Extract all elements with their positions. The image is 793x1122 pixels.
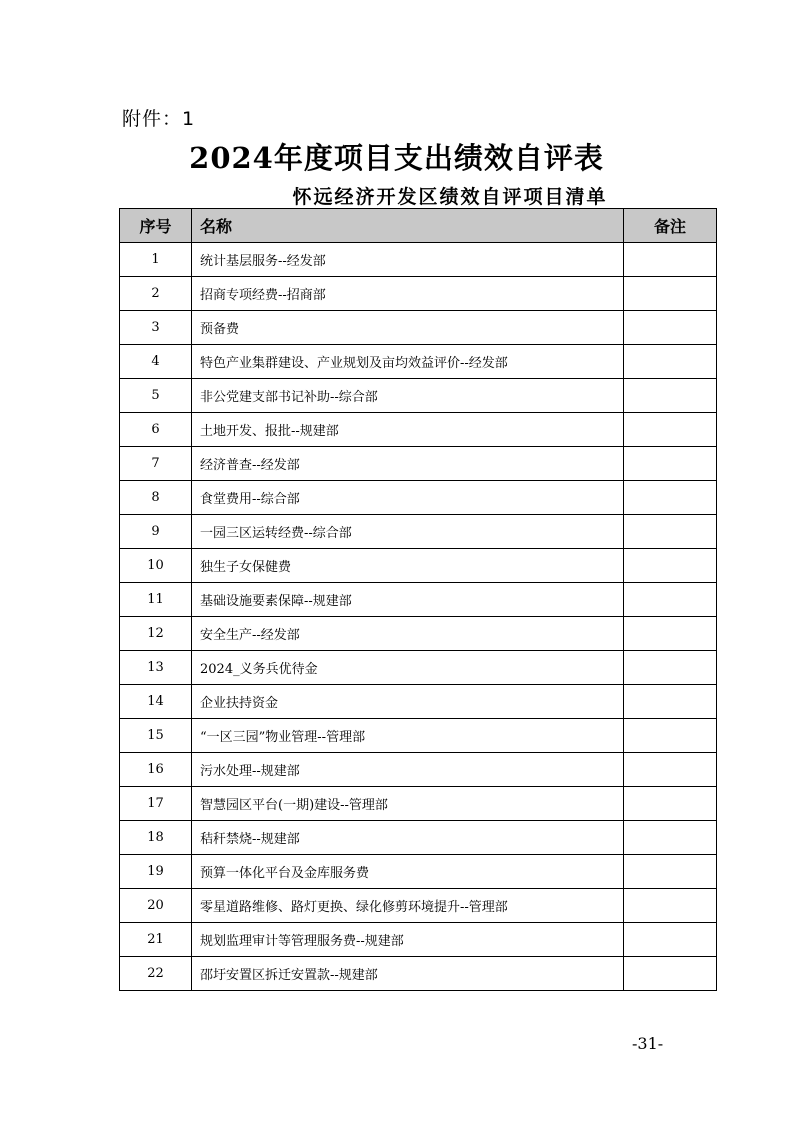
table-row [120,957,717,991]
row-index: 15 [120,719,192,753]
row-note [624,243,717,277]
row-note [624,413,717,447]
table-body [120,243,717,991]
row-name: 秸秆禁烧--规建部 [192,821,624,855]
table-row [120,923,717,957]
document-subtitle: 怀远经济开发区绩效自评项目清单 [292,186,608,208]
table-row [120,549,717,583]
table-row [120,413,717,447]
row-name: 智慧园区平台(一期)建设--管理部 [192,787,624,821]
row-name: 独生子女保健费 [192,549,624,583]
table-row [120,243,717,277]
table-row [120,277,717,311]
document-title: 2024年度项目支出绩效自评表 [189,141,604,175]
row-index: 11 [120,583,192,617]
table-row [120,379,717,413]
row-note [624,515,717,549]
row-note [624,481,717,515]
attachment-label: 附件：1 [122,108,196,130]
table-row [120,481,717,515]
row-note [624,583,717,617]
row-note [624,923,717,957]
row-index: 8 [120,481,192,515]
table-row [120,617,717,651]
row-index: 14 [120,685,192,719]
table-row [120,889,717,923]
row-note [624,311,717,345]
row-name: 一园三区运转经费--综合部 [192,515,624,549]
table-row [120,311,717,345]
header-index: 序号 [120,209,192,243]
row-index: 20 [120,889,192,923]
row-note [624,787,717,821]
table-row [120,753,717,787]
row-index: 5 [120,379,192,413]
row-note [624,277,717,311]
row-name: 土地开发、报批--规建部 [192,413,624,447]
row-name: 招商专项经费--招商部 [192,277,624,311]
row-name: 邵圩安置区拆迁安置款--规建部 [192,957,624,991]
row-note [624,821,717,855]
row-index: 21 [120,923,192,957]
row-name: 预备费 [192,311,624,345]
table-row [120,515,717,549]
row-index: 12 [120,617,192,651]
row-note [624,651,717,685]
table-row [120,821,717,855]
row-name: 统计基层服务--经发部 [192,243,624,277]
row-note [624,685,717,719]
row-note [624,617,717,651]
table-row [120,345,717,379]
row-index: 16 [120,753,192,787]
row-index: 9 [120,515,192,549]
row-note [624,719,717,753]
row-note [624,447,717,481]
row-name: 2024_义务兵优待金 [192,651,624,685]
row-name: 规划监理审计等管理服务费--规建部 [192,923,624,957]
row-index: 4 [120,345,192,379]
table-row [120,447,717,481]
row-name: “一区三园”物业管理--管理部 [192,719,624,753]
row-index: 6 [120,413,192,447]
row-name: 特色产业集群建设、产业规划及亩均效益评价--经发部 [192,345,624,379]
row-name: 非公党建支部书记补助--综合部 [192,379,624,413]
row-index: 7 [120,447,192,481]
project-list-table [119,208,717,991]
row-name: 安全生产--经发部 [192,617,624,651]
row-note [624,889,717,923]
row-index: 2 [120,277,192,311]
row-index: 19 [120,855,192,889]
row-index: 22 [120,957,192,991]
header-note: 备注 [624,209,717,243]
row-name: 污水处理--规建部 [192,753,624,787]
row-name: 食堂费用--综合部 [192,481,624,515]
table-row [120,685,717,719]
table-row [120,855,717,889]
row-name: 零星道路维修、路灯更换、绿化修剪环境提升--管理部 [192,889,624,923]
table-header-row [120,209,717,243]
row-name: 经济普查--经发部 [192,447,624,481]
row-name: 基础设施要素保障--规建部 [192,583,624,617]
row-note [624,345,717,379]
row-note [624,753,717,787]
row-note [624,957,717,991]
row-index: 3 [120,311,192,345]
table-row [120,787,717,821]
table-row [120,583,717,617]
row-index: 17 [120,787,192,821]
row-note [624,379,717,413]
table-row [120,719,717,753]
table-row [120,651,717,685]
row-name: 预算一体化平台及金库服务费 [192,855,624,889]
row-index: 18 [120,821,192,855]
row-index: 10 [120,549,192,583]
page-number: -31- [632,1034,664,1053]
row-index: 13 [120,651,192,685]
row-name: 企业扶持资金 [192,685,624,719]
row-note [624,855,717,889]
row-note [624,549,717,583]
header-name: 名称 [192,209,624,243]
row-index: 1 [120,243,192,277]
